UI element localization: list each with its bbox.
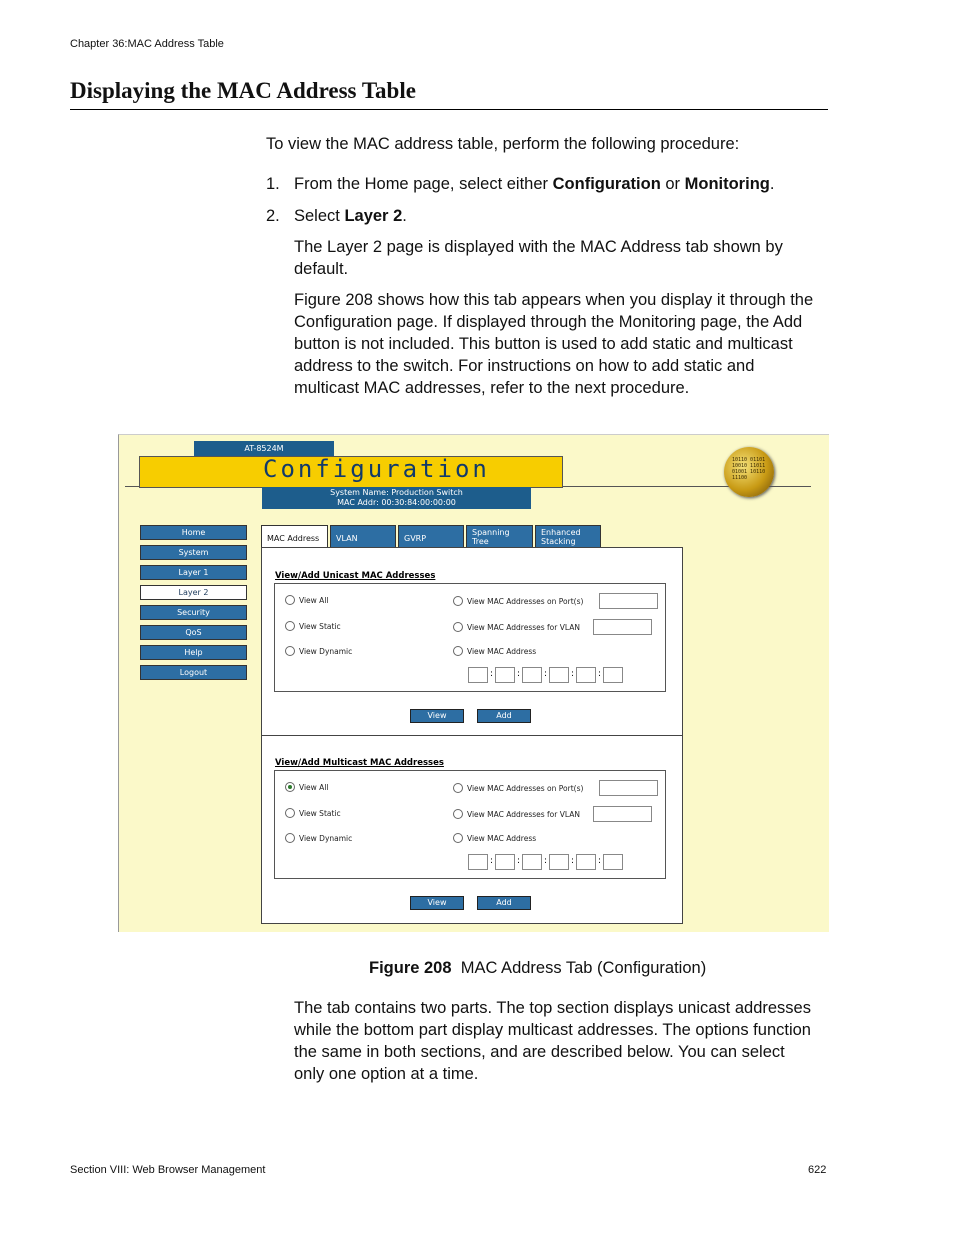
figure-caption-label: Figure 208 — [369, 959, 452, 977]
unicast-vlan-input[interactable] — [593, 619, 652, 635]
multicast-options-group — [274, 770, 666, 879]
octet-separator: : — [517, 669, 521, 679]
unicast-add-button[interactable]: Add — [477, 709, 531, 723]
panel-separator — [262, 735, 682, 736]
nav-qos[interactable]: QoS — [140, 625, 247, 640]
unicast-mac-octet-1[interactable] — [468, 667, 488, 683]
radio-icon — [453, 809, 463, 819]
unicast-options-group — [274, 583, 666, 692]
nav-help[interactable]: Help — [140, 645, 247, 660]
octet-separator: : — [490, 856, 494, 866]
radio-icon — [285, 833, 295, 843]
multicast-view-button[interactable]: View — [410, 896, 464, 910]
nav-logout[interactable]: Logout — [140, 665, 247, 680]
nav-layer1[interactable]: Layer 1 — [140, 565, 247, 580]
unicast-mac-octet-4[interactable] — [549, 667, 569, 683]
nav-security[interactable]: Security — [140, 605, 247, 620]
globe-logo-icon — [724, 447, 774, 497]
mac-addr: MAC Addr: 00:30:84:00:00:00 — [337, 498, 456, 507]
radio-icon — [453, 622, 463, 632]
radio-icon — [453, 646, 463, 656]
unicast-mac-octet-3[interactable] — [522, 667, 542, 683]
mac-address-panel — [261, 547, 683, 924]
radio-icon — [285, 595, 295, 605]
multicast-view-vlan-radio[interactable]: View MAC Addresses for VLAN — [453, 810, 580, 820]
unicast-section-title: View/Add Unicast MAC Addresses — [275, 571, 436, 581]
figure-caption-text: MAC Address Tab (Configuration) — [460, 959, 707, 977]
step-text: From the Home page, select either Configuration or Monitoring. — [294, 175, 775, 193]
step-2 — [266, 205, 826, 227]
octet-separator: : — [544, 669, 548, 679]
model-label: AT-8524M — [194, 441, 334, 457]
nav-system[interactable]: System — [140, 545, 247, 560]
unicast-mac-octet-5[interactable] — [576, 667, 596, 683]
unicast-mac-octet-6[interactable] — [603, 667, 623, 683]
tab-mac-address[interactable]: MAC Address — [261, 525, 328, 548]
figure-screenshot — [118, 434, 829, 932]
octet-separator: : — [544, 856, 548, 866]
unicast-mac-octet-2[interactable] — [495, 667, 515, 683]
system-name: System Name: Production Switch — [330, 488, 463, 497]
tab-gvrp[interactable]: GVRP — [398, 525, 464, 547]
after-figure-paragraph: The tab contains two parts. The top section displays unicast addresses while the bottom part display multicast addresses. The options function the same in both sections, and are described below. You can select only one option at a time. — [294, 999, 811, 1083]
title-rule — [70, 109, 828, 110]
multicast-mac-octet-2[interactable] — [495, 854, 515, 870]
unicast-view-port-radio[interactable]: View MAC Addresses on Port(s) — [453, 597, 583, 607]
octet-separator: : — [598, 669, 602, 679]
multicast-view-port-radio[interactable]: View MAC Addresses on Port(s) — [453, 784, 583, 794]
octet-separator: : — [571, 856, 575, 866]
multicast-port-input[interactable] — [599, 780, 658, 796]
radio-icon — [453, 833, 463, 843]
octet-separator: : — [598, 856, 602, 866]
radio-icon — [285, 646, 295, 656]
step-number: 2. — [266, 207, 280, 225]
multicast-mac-octet-5[interactable] — [576, 854, 596, 870]
radio-selected-icon — [285, 782, 295, 792]
multicast-vlan-input[interactable] — [593, 806, 652, 822]
radio-icon — [285, 808, 295, 818]
radio-icon — [453, 596, 463, 606]
unicast-view-mac-radio[interactable]: View MAC Address — [453, 647, 536, 657]
footer-section: Section VIII: Web Browser Management — [70, 1164, 266, 1176]
unicast-view-all-radio[interactable]: View All — [285, 596, 328, 606]
tab-spanning-tree[interactable]: Spanning Tree — [466, 525, 533, 547]
multicast-view-static-radio[interactable]: View Static — [285, 809, 341, 819]
octet-separator: : — [490, 669, 494, 679]
multicast-section-title: View/Add Multicast MAC Addresses — [275, 758, 444, 768]
unicast-view-static-radio[interactable]: View Static — [285, 622, 341, 632]
octet-separator: : — [517, 856, 521, 866]
step-1 — [266, 173, 826, 195]
multicast-mac-octet-1[interactable] — [468, 854, 488, 870]
unicast-view-dynamic-radio[interactable]: View Dynamic — [285, 647, 352, 657]
multicast-mac-octet-6[interactable] — [603, 854, 623, 870]
radio-icon — [453, 783, 463, 793]
globe-logo-lettering: 10110 01101 10010 11011 01001 10110 11100 — [732, 457, 766, 481]
multicast-view-all-radio[interactable]: View All — [285, 783, 328, 793]
unicast-view-vlan-radio[interactable]: View MAC Addresses for VLAN — [453, 623, 580, 633]
section-title: Displaying the MAC Address Table — [70, 78, 416, 103]
page-number: 622 — [808, 1164, 827, 1176]
multicast-mac-octet-4[interactable] — [549, 854, 569, 870]
layer2-paragraph: The Layer 2 page is displayed with the MAC Address tab shown by default. — [294, 238, 783, 278]
system-info-box — [262, 487, 531, 509]
nav-home[interactable]: Home — [140, 525, 247, 540]
unicast-port-input[interactable] — [599, 593, 658, 609]
tab-vlan[interactable]: VLAN — [330, 525, 396, 547]
multicast-view-mac-radio[interactable]: View MAC Address — [453, 834, 536, 844]
figure-intro-paragraph: Figure 208 shows how this tab appears when you display it through the Configuration page. If displayed through the Monitoring page, the Add button is not included. This button is used to add static and multicast address to the switch. For instructions on how to add static and multicast MAC addresses, refer to the next procedure. — [294, 291, 814, 397]
multicast-add-button[interactable]: Add — [477, 896, 531, 910]
step-text: Select Layer 2. — [294, 207, 407, 225]
unicast-view-button[interactable]: View — [410, 709, 464, 723]
config-banner-text: Configuration — [263, 455, 490, 483]
tab-enhanced-stacking[interactable]: Enhanced Stacking — [535, 525, 601, 547]
radio-icon — [285, 621, 295, 631]
octet-separator: : — [571, 669, 575, 679]
nav-layer2[interactable]: Layer 2 — [140, 585, 247, 600]
multicast-view-dynamic-radio[interactable]: View Dynamic — [285, 834, 352, 844]
multicast-mac-octet-3[interactable] — [522, 854, 542, 870]
step-number: 1. — [266, 175, 280, 193]
running-header: Chapter 36:MAC Address Table — [70, 38, 224, 50]
figure-caption — [369, 957, 809, 979]
intro-paragraph: To view the MAC address table, perform the following procedure: — [266, 135, 740, 153]
